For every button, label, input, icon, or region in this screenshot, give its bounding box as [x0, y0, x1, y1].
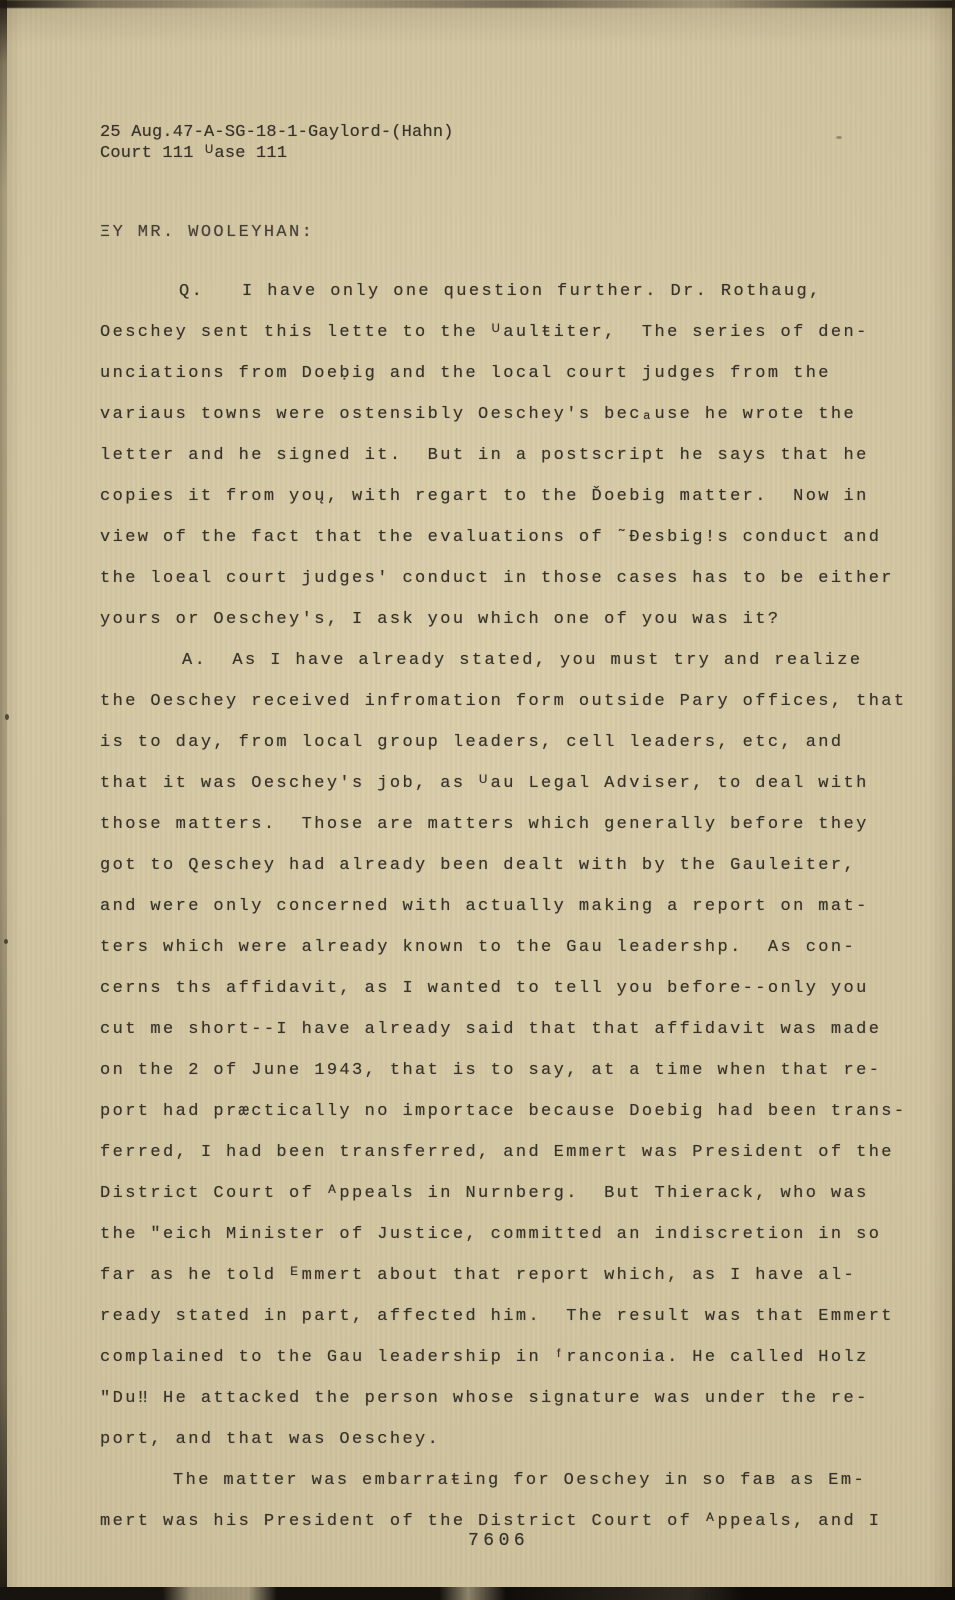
closing-paragraph — [100, 1460, 930, 1542]
transcript-body — [100, 271, 930, 1542]
text-line: mert was his President of the District Court of ᴬppeals, and I — [100, 1512, 882, 1531]
text-line: copies it from yoų, with regart to the Ďoebig matter. Now in — [100, 487, 869, 506]
text-line: the Oeschey received infromation form outside Pary offices, that — [100, 692, 907, 711]
text-line: Q. I have only one question further. Dr. Rothaug, — [179, 282, 822, 301]
paper-speck — [5, 714, 9, 720]
text-line: got to Qeschey had already been dealt with by the Gauleiter, — [100, 856, 857, 875]
text-line: on the 2 of June 1943, that is to say, at a time when that re- — [100, 1061, 882, 1080]
text-line: cut me short--I have already said that that affidavit was made — [100, 1020, 882, 1039]
text-line: those matters. Those are matters which generally before they — [100, 815, 869, 834]
text-line: ferred, I had been transferred, and Emmert was President of the — [100, 1143, 894, 1162]
text-line: "Du‼ He attacked the person whose signature was under the re- — [100, 1389, 869, 1408]
question-paragraph — [100, 271, 930, 640]
left-edge-shadow — [0, 0, 7, 1600]
text-line: port had præctically no importace because Doebig had been trans- — [100, 1102, 907, 1121]
text-line: the loeal court judges' conduct in those cases has to be either — [100, 569, 894, 588]
text-line: A. As I have already stated, you must try and realize — [182, 651, 863, 670]
speaker-heading: ΞY MR. WOOLEYHAN: — [100, 223, 315, 242]
text-line: cerns ths affidavit, as I wanted to tell you before--only you — [100, 979, 869, 998]
text-line: complained to the Gau leadership in ᶠranconia. He called Holz — [100, 1348, 869, 1367]
text-line: view of the fact that the evaluations of ˜Ðesbig!s conduct and — [100, 528, 882, 547]
text-line: variaus towns were ostensibly Oeschey's becₐuse he wrote the — [100, 405, 857, 424]
text-line: ready stated in part, affected him. The result was that Emmert — [100, 1307, 894, 1326]
paper-speck — [4, 939, 8, 944]
document-header — [100, 122, 454, 164]
text-line: the ʺeich Minister of Justice, committed an indiscretion in so — [100, 1225, 882, 1244]
text-line: unciations from Doeḅig and the local court judges from the — [100, 364, 831, 383]
top-edge-shadow — [0, 0, 955, 8]
text-line: far as he told ᴱmmert about that report which, as I have al- — [100, 1266, 857, 1285]
court-case-line: Court 111 ᵁase 111 — [100, 144, 288, 163]
text-line: ters which were already known to the Gau leadershp. As con- — [100, 938, 857, 957]
header-reference-line: 25 Aug.47-A-SG-18-1-Gaylord-(Hahn) — [100, 123, 454, 142]
text-line: The matter was embarraŧing for Oeschey in so faв as Em- — [173, 1471, 867, 1490]
text-line: District Court of ᴬppeals in Nurnberg. But Thierack, who was — [100, 1184, 869, 1203]
page-number: 7606 — [468, 1531, 530, 1551]
text-line: is to day, from local group leaders, cell leaders, etc, and — [100, 733, 844, 752]
paper-speck — [836, 136, 842, 139]
text-line: that it was Oeschey's job, as ᵁau Legal Adviser, to deal with — [100, 774, 869, 793]
text-line: and were only concerned with actually making a report on mat- — [100, 897, 869, 916]
bottom-edge-band — [0, 1587, 955, 1600]
answer-paragraph — [100, 640, 930, 1460]
text-line: port, and that was Oeschey. — [100, 1430, 441, 1449]
text-line: Oeschey sent this lette to the ᵁaulŧiter, The series of den- — [100, 323, 869, 342]
text-line: yours or Oeschey's, I ask you which one of you was it? — [100, 610, 781, 629]
text-line: letter and he signed it. But in a postscript he says that he — [100, 446, 869, 465]
